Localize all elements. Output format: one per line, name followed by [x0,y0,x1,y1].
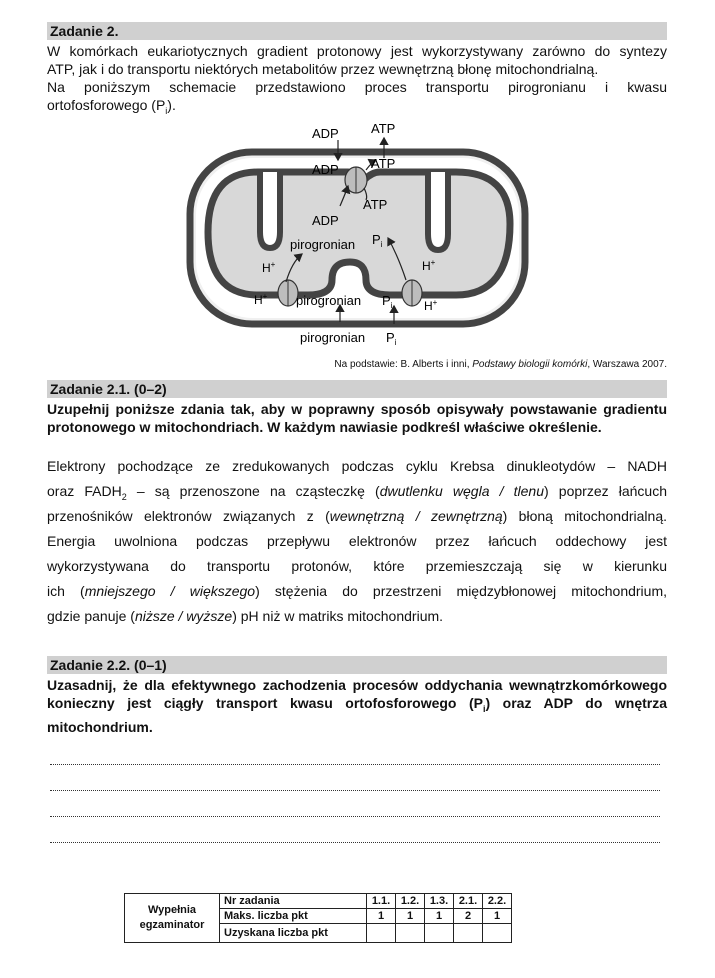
obtained-points-cell[interactable] [396,924,425,943]
task21-line-7: gdzie panuje (niższe / wyższe) pH niż w matriks mitochondrium. [47,608,444,624]
label-adp-mid: ADP [312,162,339,177]
task21-instruction [47,400,667,436]
task-number-cell: 1.3. [425,894,454,909]
task22-instruction-line-3: mitochondrium. [47,718,153,735]
label-pi-membrane: $P_i$ [382,293,393,310]
obtained-points-cell[interactable] [425,924,454,943]
task21-line-2: oraz $FADH_2$ – są przenoszone na cząsteczkę (dwutlenku węgla / tlenu) poprzez łańcuch [47,483,667,502]
label-atp-mid: ATP [371,156,396,171]
row-label-obtained-points: Uzyskana liczba pkt [220,924,367,943]
max-points-cell: 1 [396,909,425,924]
label-h-left-top: H+ [262,260,276,275]
label-h-left-bottom: H+ [254,292,268,307]
answer-line-3[interactable] [50,816,660,817]
task21-line-5: wykorzystywana do transportu protonów, które przemieszczają się w kierunku [47,558,667,574]
option-ph[interactable]: niższe / wyższe [134,608,233,624]
label-pi-inner: $P_i$ [372,232,383,249]
label-pyruvate-membrane: pirogronian [296,293,362,308]
diagram-source: Na podstawie: B. Alberts i inni, Podstawy biologii komórki, Warszawa 2007. [334,359,667,370]
task22-instruction-line-2: konieczny jest ciągły transport kwasu ortofosforowego $(P_i)$ oraz ADP do wnętrza [47,695,667,714]
label-h-right-top: H+ [422,258,436,273]
obtained-points-cell[interactable] [483,924,512,943]
label-adp-inner: ADP [312,213,339,228]
task-number-cell: 2.2. [483,894,512,909]
task22-title: Zadanie 2.2. (0–1) [50,657,167,673]
task21-fill-text [47,454,667,629]
pyruvate-transporter-icon [278,280,298,306]
label-atp-top: ATP [371,121,396,136]
label-h-right-bottom: H+ [424,298,438,313]
atp-synthase-icon [345,167,367,193]
option-electron-acceptor[interactable]: dwutlenku węgla / tlenu [379,483,544,499]
crista-left [260,172,280,248]
task2-intro-line-4: ortofosforowego $(P_i)$. [47,97,176,116]
answer-line-2[interactable] [50,790,660,791]
task21-line-1: Elektrony pochodzące ze zredukowanych podczas cyklu Krebsa dinukleotydów – NADH [47,458,667,474]
obtained-points-cell[interactable] [454,924,483,943]
examiner-label: Wypełnia egzaminator [125,894,220,943]
answer-line-4[interactable] [50,842,660,843]
task21-instruction-line-2: protonowego w mitochondriach. W każdym nawiasie podkreśl właściwe określenie. [47,419,602,435]
task2-intro-line-2: ATP, jak i do transportu niektórych metabolitów przez wewnętrzną błonę mitochondrialną. [47,61,599,77]
obtained-points-cell[interactable] [367,924,396,943]
task21-instruction-line-1: Uzupełnij poniższe zdania tak, aby w poprawny sposób opisywały powstawanie gradientu [47,401,667,417]
task2-intro-line-1: W komórkach eukariotycznych gradient protonowy jest wykorzystywany zarówno do syntezy [47,43,667,59]
label-pyruvate-outer: pirogronian [300,330,366,345]
task21-line-4: Energia uwolniona podczas przepływu elektronów przez łańcuch oddechowy jest [47,533,667,549]
max-points-cell: 1 [367,909,396,924]
option-membrane[interactable]: wewnętrzną / zewnętrzną [329,508,503,524]
task22-instruction-line-1: Uzasadnij, że dla efektywnego zachodzenia procesów oddychania wewnątrzkomórkowego [47,677,667,693]
task21-title: Zadanie 2.1. (0–2) [50,381,167,397]
task22-instruction [47,676,667,736]
task21-line-6: ich (mniejszego / większego) stężenia do przestrzeni międzybłonowej mitochondrium, [47,583,667,599]
max-points-cell: 1 [425,909,454,924]
row-label-task-number: Nr zadania [220,894,367,909]
task-number-cell: 2.1. [454,894,483,909]
max-points-cell: 1 [483,909,512,924]
task-number-cell: 1.2. [396,894,425,909]
row-label-max-points: Maks. liczba pkt [220,909,367,924]
label-pyruvate-inner: pirogronian [290,237,356,252]
task-number-cell: 1.1. [367,894,396,909]
answer-line-1[interactable] [50,764,660,765]
label-atp-inner: ATP [363,197,388,212]
option-concentration[interactable]: mniejszego / większego [84,583,256,599]
task2-title: Zadanie 2. [50,23,119,39]
task2-intro-line-3: Na poniższym schemacie przedstawiono proces transportu pirogronianu i kwasu [47,79,667,95]
max-points-cell: 2 [454,909,483,924]
crista-right [428,172,448,250]
phosphate-transporter-icon [402,280,422,306]
label-adp-top: ADP [312,126,339,141]
label-pi-outer: $P_i$ [386,330,397,347]
examiner-score-table [124,893,512,943]
task21-line-3: przenośników elektronów związanych z (wewnętrzną / zewnętrzną) błoną mitochondrialną. [47,508,668,524]
mitochondrion-transport-diagram [0,0,715,360]
